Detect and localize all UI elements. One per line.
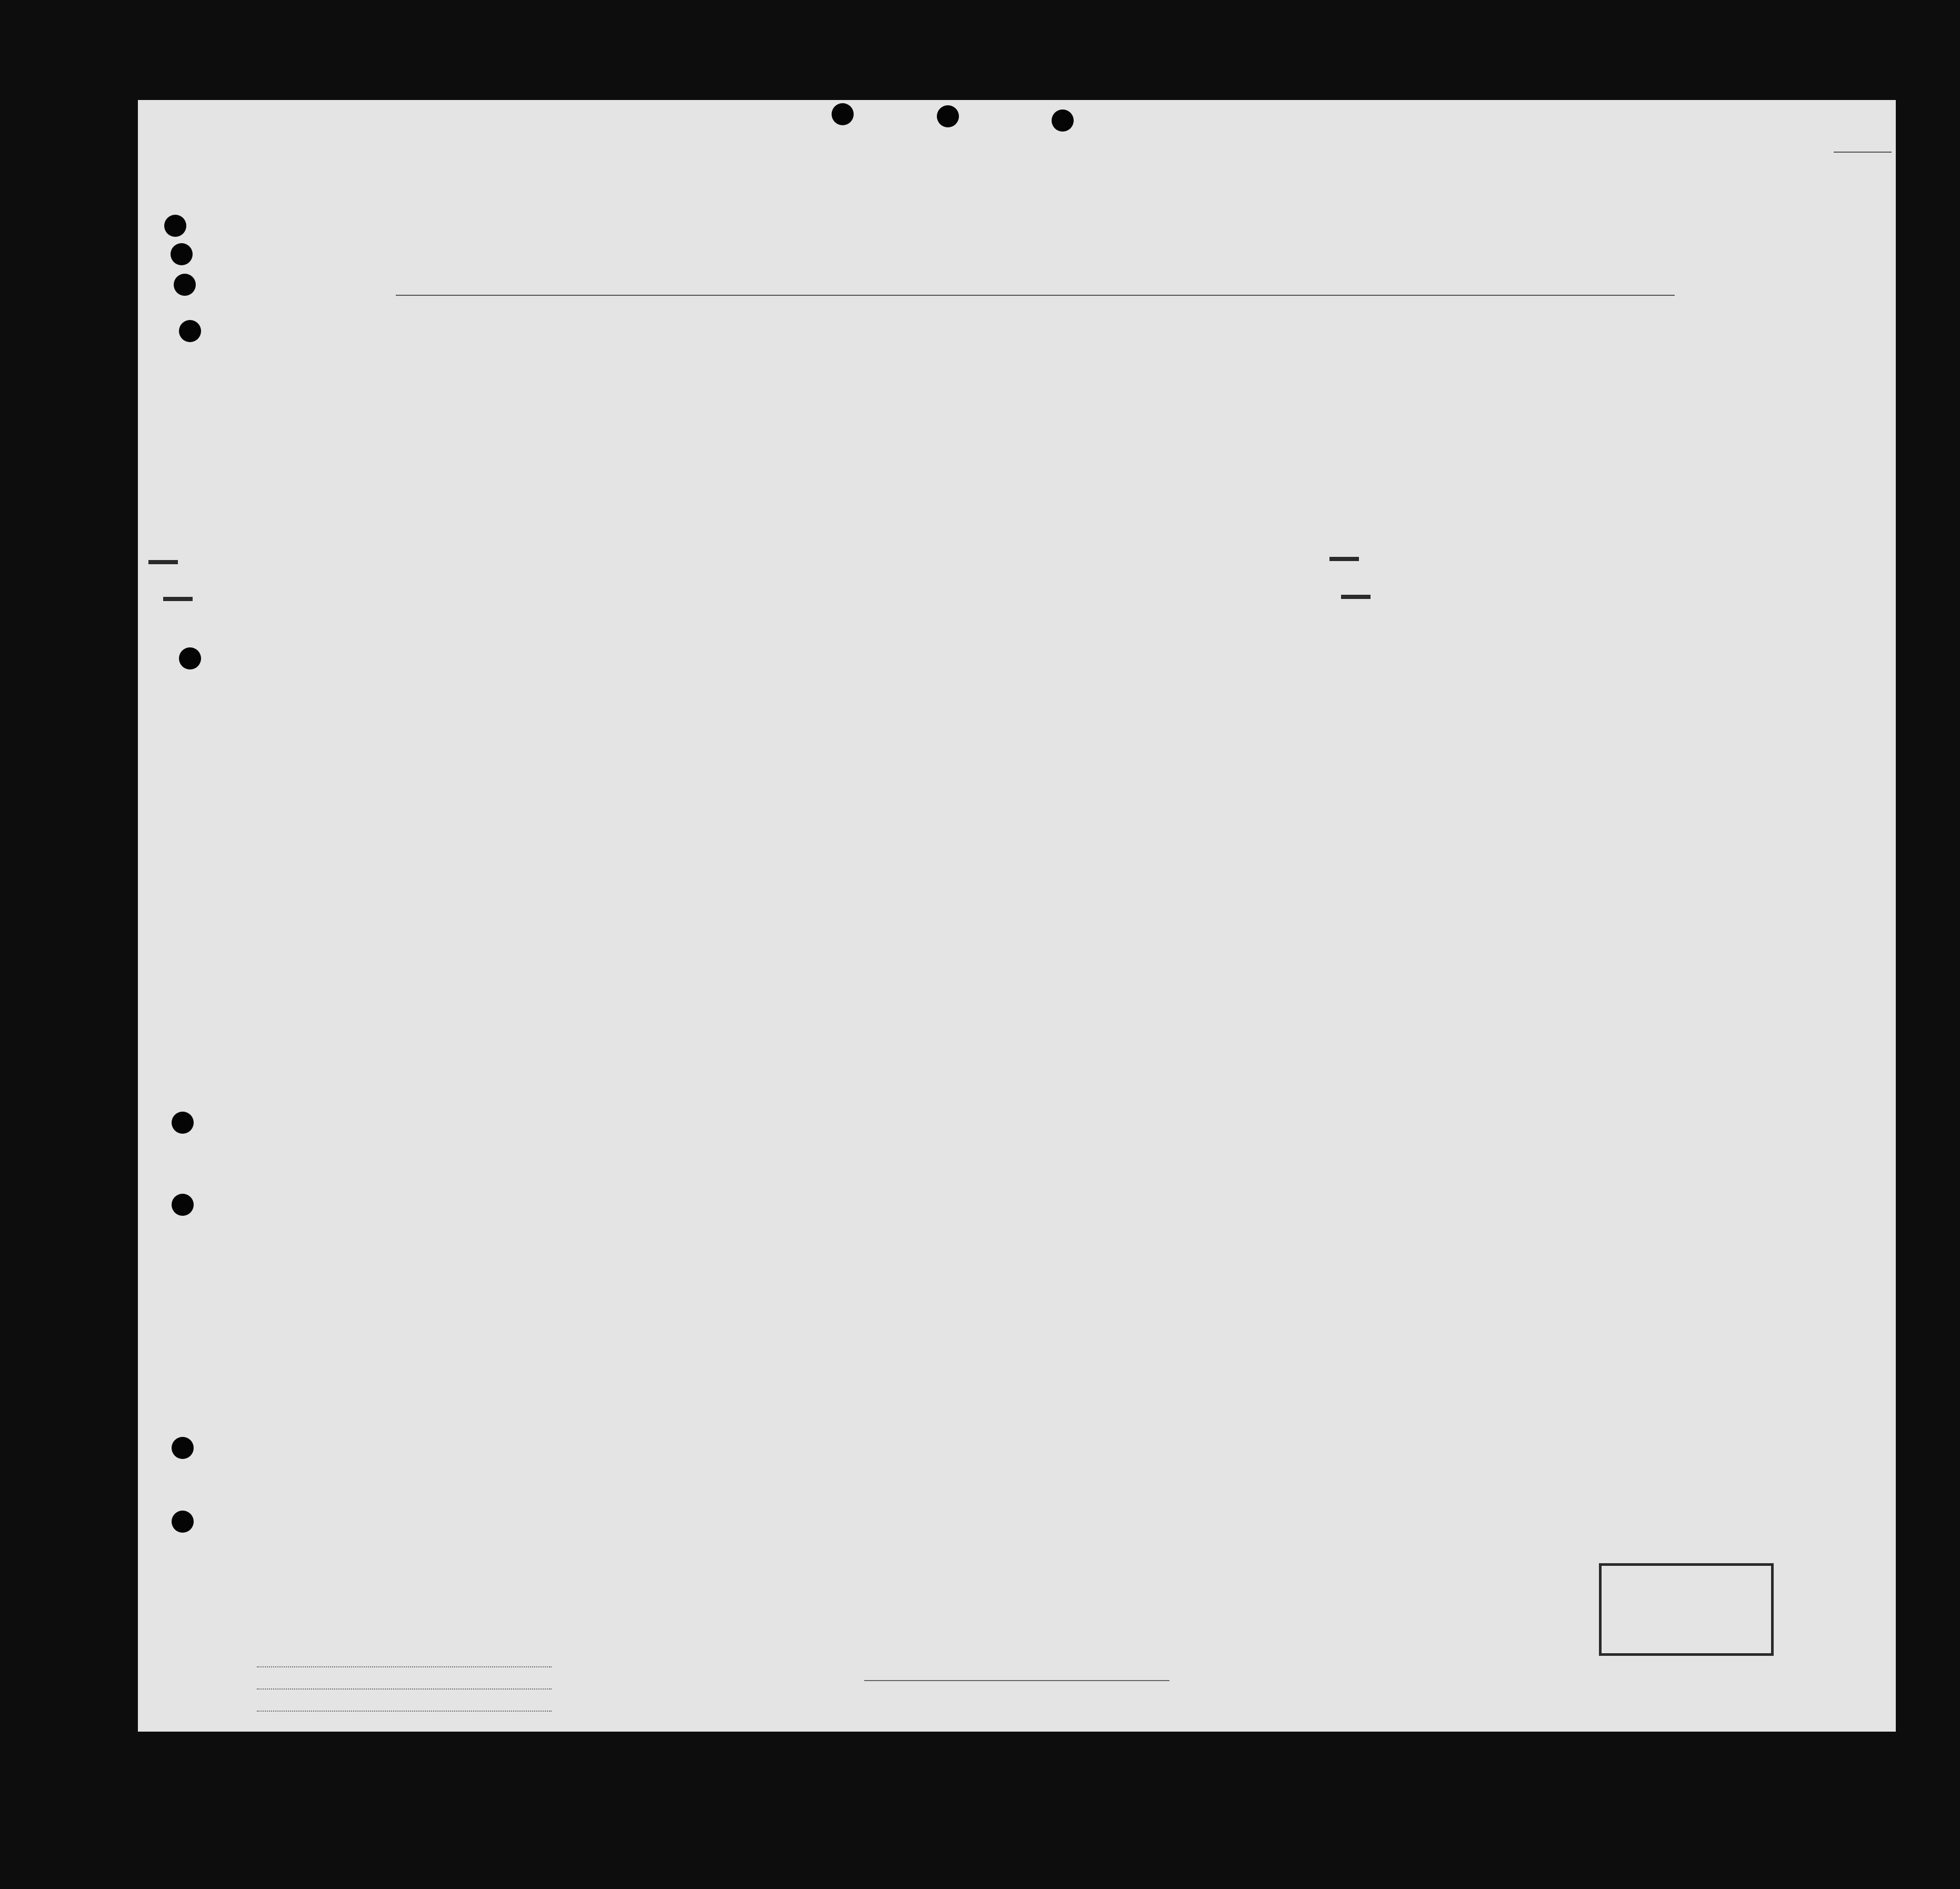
- did-not-sail-stamp: [1341, 595, 1371, 599]
- signature-line: [864, 1680, 1169, 1681]
- binder-hole: [1052, 109, 1074, 132]
- binder-hole: [172, 1112, 194, 1134]
- binder-hole: [832, 103, 854, 125]
- did-not-sail-stamp: [1329, 557, 1359, 561]
- binder-hole: [179, 320, 201, 342]
- binder-hole: [937, 105, 959, 127]
- manifest-grid: [138, 100, 1896, 1732]
- footer-agents-rule: [257, 1711, 552, 1712]
- footer-line-rule: [257, 1666, 552, 1667]
- binder-hole: [179, 647, 201, 669]
- manifest-sheet: [138, 100, 1896, 1732]
- binder-hole: [172, 1194, 194, 1216]
- did-not-sail-stamp: [163, 597, 193, 601]
- binder-hole: [174, 274, 196, 296]
- footer-owners-rule: [257, 1688, 552, 1690]
- did-not-sail-stamp: [148, 560, 178, 564]
- binder-hole: [172, 1437, 194, 1459]
- binder-hole: [172, 1511, 194, 1533]
- mercantile-marine-stamp: [1599, 1563, 1774, 1656]
- binder-hole: [171, 243, 193, 265]
- binder-hole: [164, 215, 186, 237]
